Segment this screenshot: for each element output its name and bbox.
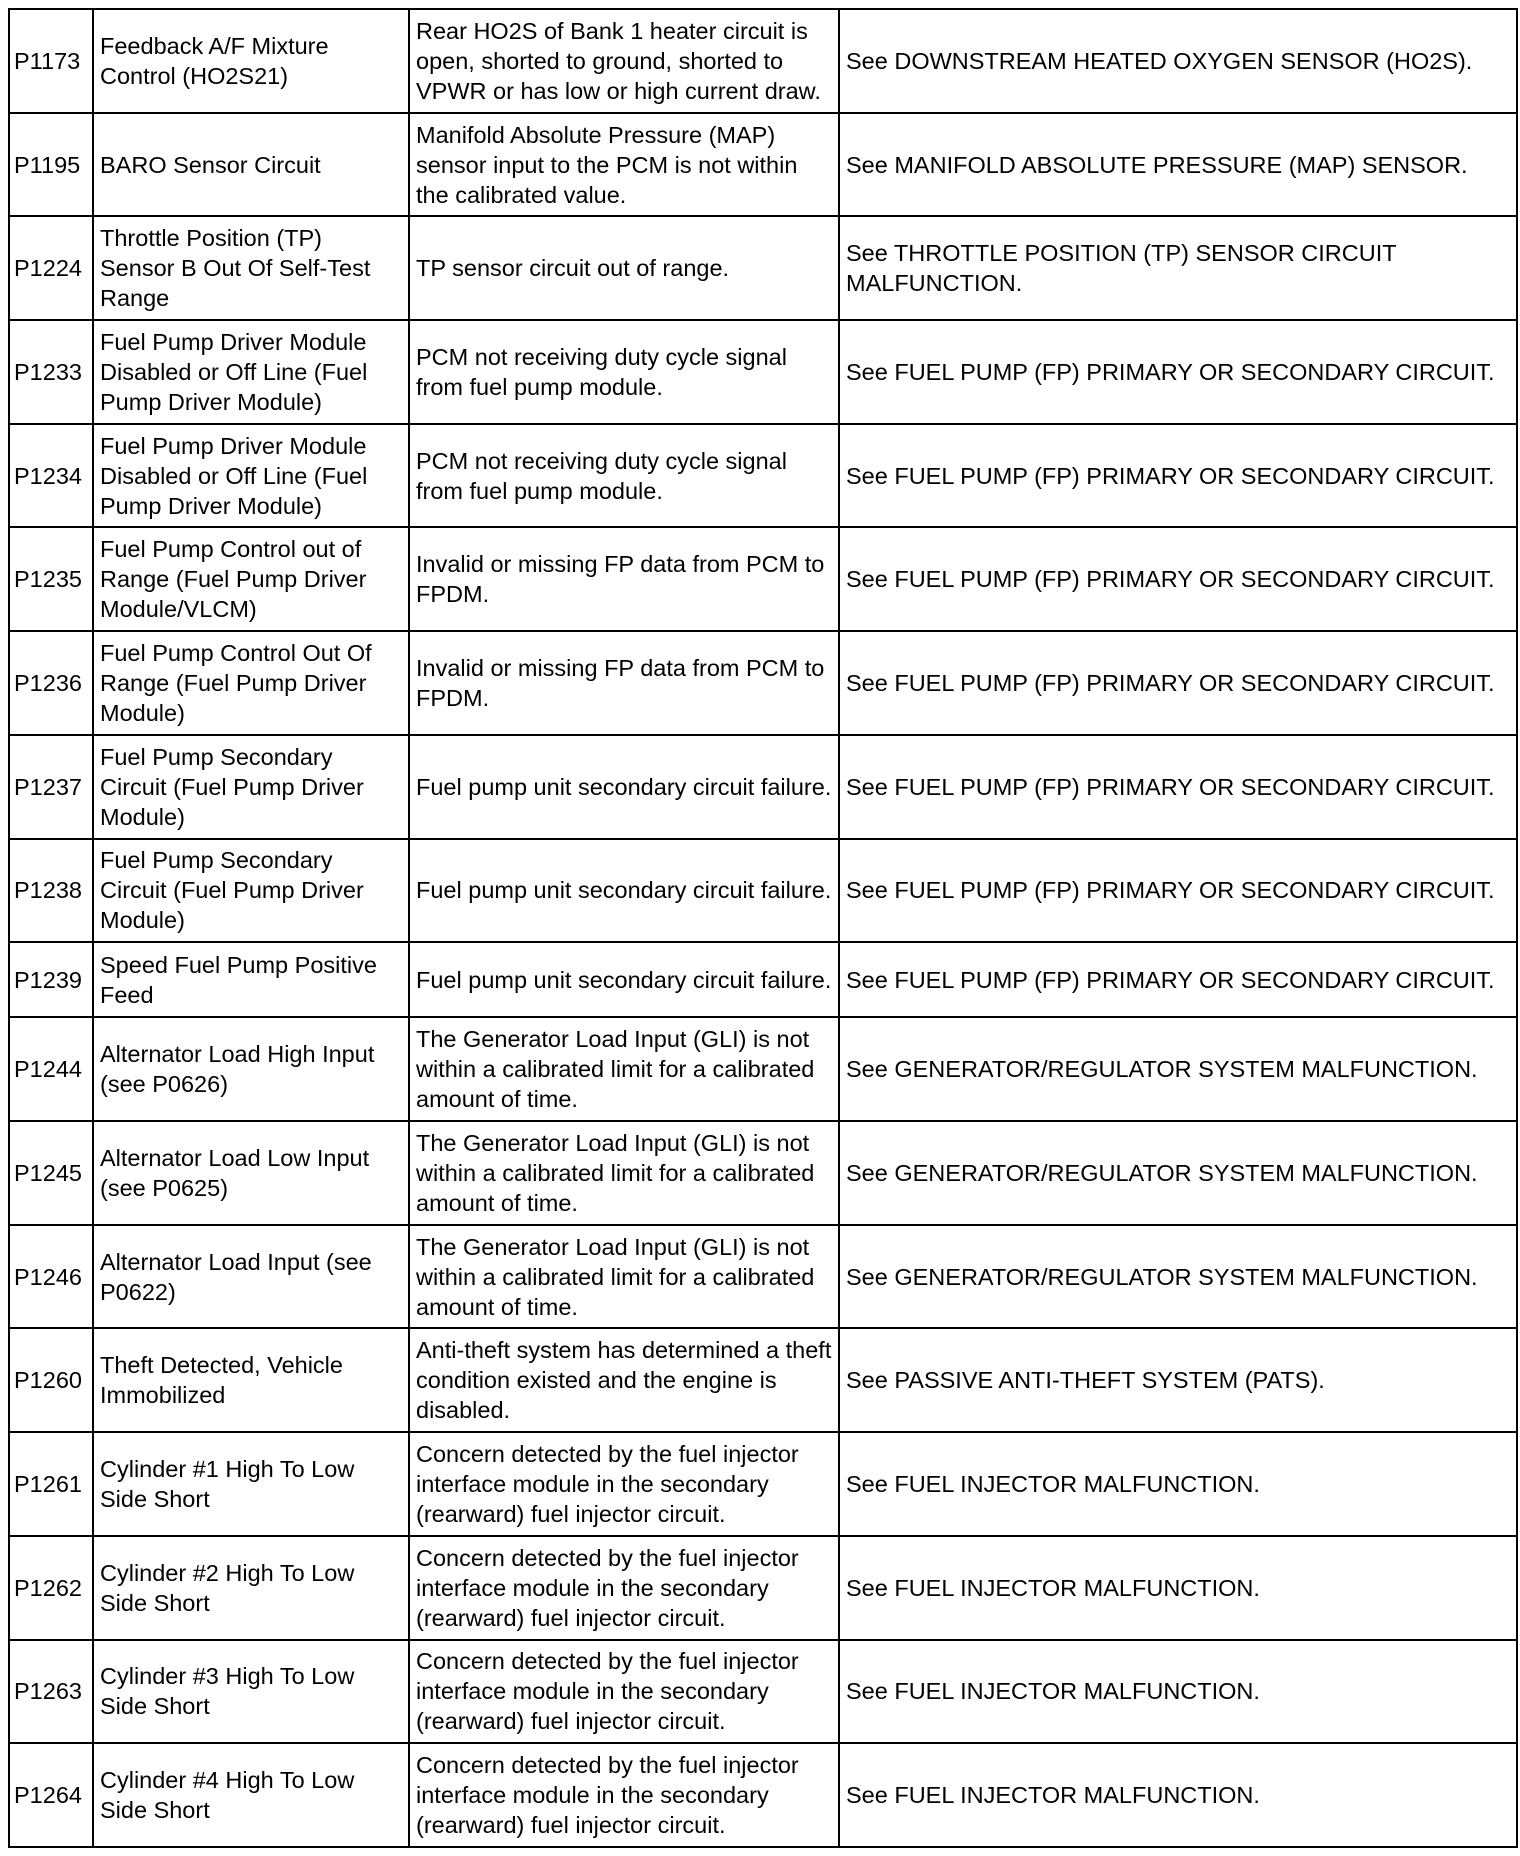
dtc-action-cell: See FUEL PUMP (FP) PRIMARY OR SECONDARY CIRCUIT. bbox=[839, 320, 1517, 424]
dtc-condition-cell: Concern detected by the fuel injector interface module in the secondary (rearward) fuel injector circuit. bbox=[409, 1432, 839, 1536]
dtc-condition-cell: Fuel pump unit secondary circuit failure. bbox=[409, 942, 839, 1017]
dtc-condition-cell: Manifold Absolute Pressure (MAP) sensor input to the PCM is not within the calibrated value. bbox=[409, 113, 839, 217]
dtc-description-cell: Cylinder #1 High To Low Side Short bbox=[93, 1432, 409, 1536]
dtc-code-cell: P1236 bbox=[9, 631, 93, 735]
dtc-condition-cell: The Generator Load Input (GLI) is not within a calibrated limit for a calibrated amount of time. bbox=[409, 1225, 839, 1329]
dtc-action-cell: See FUEL INJECTOR MALFUNCTION. bbox=[839, 1536, 1517, 1640]
dtc-code-cell: P1233 bbox=[9, 320, 93, 424]
dtc-description-cell: Fuel Pump Secondary Circuit (Fuel Pump Driver Module) bbox=[93, 735, 409, 839]
dtc-condition-cell: Concern detected by the fuel injector interface module in the secondary (rearward) fuel injector circuit. bbox=[409, 1640, 839, 1744]
dtc-code-cell: P1237 bbox=[9, 735, 93, 839]
dtc-code-cell: P1239 bbox=[9, 942, 93, 1017]
dtc-description-cell: Throttle Position (TP) Sensor B Out Of Self-Test Range bbox=[93, 216, 409, 320]
dtc-condition-cell: Concern detected by the fuel injector interface module in the secondary (rearward) fuel injector circuit. bbox=[409, 1536, 839, 1640]
dtc-condition-cell: Concern detected by the fuel injector interface module in the secondary (rearward) fuel injector circuit. bbox=[409, 1743, 839, 1847]
dtc-action-cell: See FUEL PUMP (FP) PRIMARY OR SECONDARY CIRCUIT. bbox=[839, 839, 1517, 943]
dtc-description-cell: Fuel Pump Driver Module Disabled or Off Line (Fuel Pump Driver Module) bbox=[93, 424, 409, 528]
table-row bbox=[9, 424, 1517, 528]
dtc-condition-cell: Fuel pump unit secondary circuit failure. bbox=[409, 735, 839, 839]
table-row bbox=[9, 839, 1517, 943]
table-row bbox=[9, 9, 1517, 113]
table-row bbox=[9, 1121, 1517, 1225]
dtc-condition-cell: PCM not receiving duty cycle signal from fuel pump module. bbox=[409, 424, 839, 528]
dtc-code-cell: P1224 bbox=[9, 216, 93, 320]
dtc-action-cell: See PASSIVE ANTI-THEFT SYSTEM (PATS). bbox=[839, 1328, 1517, 1432]
dtc-description-cell: Cylinder #3 High To Low Side Short bbox=[93, 1640, 409, 1744]
table-row bbox=[9, 1432, 1517, 1536]
table-row bbox=[9, 1017, 1517, 1121]
dtc-description-cell: BARO Sensor Circuit bbox=[93, 113, 409, 217]
dtc-condition-cell: Invalid or missing FP data from PCM to FPDM. bbox=[409, 631, 839, 735]
dtc-code-cell: P1246 bbox=[9, 1225, 93, 1329]
dtc-action-cell: See DOWNSTREAM HEATED OXYGEN SENSOR (HO2S). bbox=[839, 9, 1517, 113]
dtc-action-cell: See FUEL PUMP (FP) PRIMARY OR SECONDARY CIRCUIT. bbox=[839, 631, 1517, 735]
dtc-action-cell: See THROTTLE POSITION (TP) SENSOR CIRCUIT MALFUNCTION. bbox=[839, 216, 1517, 320]
dtc-description-cell: Fuel Pump Control out of Range (Fuel Pump Driver Module/VLCM) bbox=[93, 527, 409, 631]
table-row bbox=[9, 1743, 1517, 1847]
dtc-condition-cell: Invalid or missing FP data from PCM to FPDM. bbox=[409, 527, 839, 631]
dtc-description-cell: Feedback A/F Mixture Control (HO2S21) bbox=[93, 9, 409, 113]
dtc-action-cell: See FUEL PUMP (FP) PRIMARY OR SECONDARY CIRCUIT. bbox=[839, 942, 1517, 1017]
table-row bbox=[9, 1225, 1517, 1329]
dtc-action-cell: See GENERATOR/REGULATOR SYSTEM MALFUNCTION. bbox=[839, 1121, 1517, 1225]
dtc-code-cell: P1235 bbox=[9, 527, 93, 631]
dtc-code-cell: P1238 bbox=[9, 839, 93, 943]
dtc-description-cell: Fuel Pump Driver Module Disabled or Off Line (Fuel Pump Driver Module) bbox=[93, 320, 409, 424]
dtc-condition-cell: Fuel pump unit secondary circuit failure. bbox=[409, 839, 839, 943]
dtc-description-cell: Alternator Load High Input (see P0626) bbox=[93, 1017, 409, 1121]
dtc-code-cell: P1264 bbox=[9, 1743, 93, 1847]
dtc-action-cell: See GENERATOR/REGULATOR SYSTEM MALFUNCTION. bbox=[839, 1225, 1517, 1329]
dtc-description-cell: Alternator Load Low Input (see P0625) bbox=[93, 1121, 409, 1225]
dtc-table-body bbox=[9, 9, 1517, 1847]
dtc-action-cell: See FUEL INJECTOR MALFUNCTION. bbox=[839, 1743, 1517, 1847]
dtc-code-cell: P1173 bbox=[9, 9, 93, 113]
dtc-code-cell: P1195 bbox=[9, 113, 93, 217]
dtc-code-cell: P1234 bbox=[9, 424, 93, 528]
dtc-code-cell: P1244 bbox=[9, 1017, 93, 1121]
dtc-condition-cell: The Generator Load Input (GLI) is not within a calibrated limit for a calibrated amount of time. bbox=[409, 1017, 839, 1121]
dtc-description-cell: Alternator Load Input (see P0622) bbox=[93, 1225, 409, 1329]
dtc-code-cell: P1261 bbox=[9, 1432, 93, 1536]
dtc-description-cell: Theft Detected, Vehicle Immobilized bbox=[93, 1328, 409, 1432]
dtc-condition-cell: PCM not receiving duty cycle signal from fuel pump module. bbox=[409, 320, 839, 424]
table-row bbox=[9, 1328, 1517, 1432]
dtc-code-cell: P1263 bbox=[9, 1640, 93, 1744]
dtc-condition-cell: The Generator Load Input (GLI) is not within a calibrated limit for a calibrated amount of time. bbox=[409, 1121, 839, 1225]
dtc-description-cell: Cylinder #2 High To Low Side Short bbox=[93, 1536, 409, 1640]
dtc-condition-cell: Rear HO2S of Bank 1 heater circuit is open, shorted to ground, shorted to VPWR or has low or high current draw. bbox=[409, 9, 839, 113]
table-row bbox=[9, 1640, 1517, 1744]
dtc-code-cell: P1262 bbox=[9, 1536, 93, 1640]
dtc-condition-cell: Anti-theft system has determined a theft condition existed and the engine is disabled. bbox=[409, 1328, 839, 1432]
table-row bbox=[9, 735, 1517, 839]
dtc-action-cell: See FUEL INJECTOR MALFUNCTION. bbox=[839, 1432, 1517, 1536]
table-row bbox=[9, 320, 1517, 424]
table-row bbox=[9, 631, 1517, 735]
table-row bbox=[9, 113, 1517, 217]
dtc-action-cell: See FUEL PUMP (FP) PRIMARY OR SECONDARY CIRCUIT. bbox=[839, 424, 1517, 528]
dtc-action-cell: See FUEL PUMP (FP) PRIMARY OR SECONDARY CIRCUIT. bbox=[839, 735, 1517, 839]
dtc-condition-cell: TP sensor circuit out of range. bbox=[409, 216, 839, 320]
dtc-table bbox=[8, 8, 1518, 1848]
table-row bbox=[9, 942, 1517, 1017]
dtc-action-cell: See FUEL INJECTOR MALFUNCTION. bbox=[839, 1640, 1517, 1744]
table-row bbox=[9, 527, 1517, 631]
dtc-code-cell: P1245 bbox=[9, 1121, 93, 1225]
dtc-description-cell: Fuel Pump Secondary Circuit (Fuel Pump Driver Module) bbox=[93, 839, 409, 943]
dtc-description-cell: Cylinder #4 High To Low Side Short bbox=[93, 1743, 409, 1847]
table-row bbox=[9, 1536, 1517, 1640]
dtc-description-cell: Fuel Pump Control Out Of Range (Fuel Pump Driver Module) bbox=[93, 631, 409, 735]
dtc-action-cell: See MANIFOLD ABSOLUTE PRESSURE (MAP) SENSOR. bbox=[839, 113, 1517, 217]
dtc-description-cell: Speed Fuel Pump Positive Feed bbox=[93, 942, 409, 1017]
dtc-action-cell: See GENERATOR/REGULATOR SYSTEM MALFUNCTION. bbox=[839, 1017, 1517, 1121]
dtc-code-cell: P1260 bbox=[9, 1328, 93, 1432]
dtc-action-cell: See FUEL PUMP (FP) PRIMARY OR SECONDARY CIRCUIT. bbox=[839, 527, 1517, 631]
table-row bbox=[9, 216, 1517, 320]
